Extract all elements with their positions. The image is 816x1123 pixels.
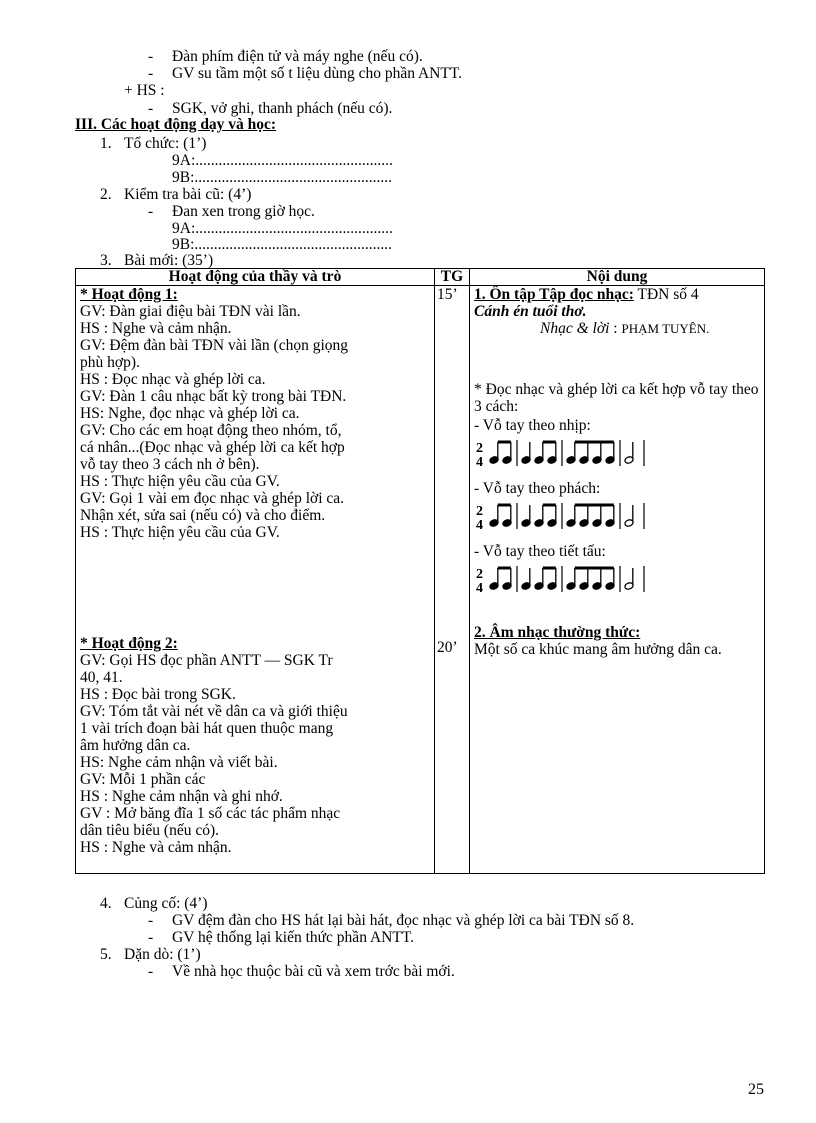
class-9b-2: 9B:................................................... — [172, 236, 393, 253]
rhythm-notation-2 — [474, 497, 674, 535]
clap-intro: * Đọc nhạc và ghép lời ca kết hợp vỗ tay theo 3 cách: — [474, 381, 759, 415]
time-act2: 20’ — [437, 639, 458, 656]
prep-item-2: - GV su tầm một số t liệu dùng cho phần ANTT. — [148, 65, 463, 82]
act2-line: dân tiêu biểu (nếu có). — [80, 822, 220, 839]
class-9b: 9B:................................................... — [172, 169, 393, 186]
act2-line: HS : Đọc bài trong SGK. — [80, 686, 236, 703]
table-header-row — [76, 269, 765, 286]
step-2: 2. Kiểm tra bài cũ: (4’) — [100, 186, 252, 203]
class-9a-2: 9A:................................................... — [172, 220, 393, 237]
act2-line: HS : Nghe cảm nhận và ghi nhớ. — [80, 788, 283, 805]
act2-line: HS : Nghe và cảm nhận. — [80, 839, 232, 856]
act2-line: GV: Tóm tắt vài nét về dân ca và giới thiệu — [80, 703, 348, 720]
step-5: 5. Dặn dò: (1’) — [100, 946, 201, 963]
content-2-text: Một số ca khúc mang âm hưởng dân ca. — [474, 641, 722, 658]
time-signature-bottom: 4 — [476, 581, 483, 596]
activity-1 — [80, 286, 430, 541]
act2-line: GV : Mở băng đĩa 1 số các tác phẩm nhạc — [80, 805, 341, 822]
content-1-title: 1. Ôn tập Tập đọc nhạc: TĐN số 4 — [474, 286, 699, 303]
act2-line: GV: Mỗi 1 phần các — [80, 771, 206, 788]
step-3: 3. Bài mới: (35’) — [100, 252, 214, 269]
page-number: 25 — [748, 1081, 764, 1098]
method-3: - Vỗ tay theo tiết tấu: — [474, 543, 606, 560]
act1-line: phù hợp). — [80, 354, 140, 371]
hs-label: + HS : — [124, 82, 165, 99]
rhythm-notation-1 — [474, 434, 674, 472]
act1-line: HS : Đọc nhạc và ghép lời ca. — [80, 371, 266, 388]
activity-table — [75, 268, 765, 874]
step-4: 4. Củng cố: (4’) — [100, 895, 208, 912]
act2-line: 40, 41. — [80, 669, 123, 686]
act1-line: GV: Cho các em hoạt động theo nhóm, tổ, — [80, 422, 342, 439]
time-cell — [435, 286, 470, 874]
time-signature-bottom: 4 — [476, 518, 483, 533]
act2-line: GV: Gọi HS đọc phần ANTT — SGK Tr — [80, 652, 333, 669]
content-2-title: 2. Âm nhạc thường thức: — [474, 624, 641, 641]
time-signature-top: 2 — [476, 567, 483, 582]
act1-line: GV: Đàn 1 câu nhạc bất kỳ trong bài TĐN. — [80, 388, 347, 405]
song-title: Cánh én tuổi thơ. — [474, 303, 587, 320]
act2-line: 1 vài trích đoạn bài hát quen thuộc mang — [80, 720, 334, 737]
prep-item-3: - SGK, vở ghi, thanh phách (nếu có). — [148, 100, 393, 117]
act1-line: HS : Nghe và cảm nhận. — [80, 320, 232, 337]
act1-line: Nhận xét, sửa sai (nếu có) và cho điểm. — [80, 507, 326, 524]
act1-line: GV: Gọi 1 vài em đọc nhạc và ghép lời ca. — [80, 490, 345, 507]
time-act1: 15’ — [437, 286, 458, 303]
activity-2-title: * Hoạt động 2: — [80, 635, 178, 652]
header-activity: Hoạt động của thầy và trò — [76, 269, 435, 286]
step-1: 1. Tổ chức: (1’) — [100, 135, 207, 152]
time-signature-top: 2 — [476, 441, 483, 456]
content-cell — [470, 286, 765, 874]
act1-line: HS : Thực hiện yêu cầu của GV. — [80, 524, 280, 541]
class-9a: 9A:................................................... — [172, 152, 393, 169]
act2-line: âm hưởng dân ca. — [80, 737, 191, 754]
step-4-item-2: - GV hệ thống lại kiến thức phần ANTT. — [148, 929, 415, 946]
rhythm-notation-3 — [474, 560, 674, 598]
act1-line: cá nhân...(Đọc nhạc và ghép lời ca kết hợp — [80, 439, 345, 456]
act1-line: GV: Đàn giai điệu bài TĐN vài lần. — [80, 303, 301, 320]
method-2: - Vỗ tay theo phách: — [474, 480, 601, 497]
activity-cell — [76, 286, 435, 874]
activity-1-title: * Hoạt động 1: — [80, 286, 178, 303]
header-time: TG — [435, 269, 470, 286]
time-signature-bottom: 4 — [476, 455, 483, 470]
step-2-item: - Đan xen trong giờ học. — [148, 203, 315, 220]
activity-row — [76, 286, 765, 874]
prep-item-1: - Đàn phím điện tử và máy nghe (nếu có). — [148, 48, 423, 65]
song-author: Nhạc & lời : PHẠM TUYÊN. — [540, 320, 710, 337]
header-content: Nội dung — [470, 269, 765, 286]
activity-2 — [80, 635, 430, 856]
act1-line: HS: Nghe, đọc nhạc và ghép lời ca. — [80, 405, 300, 422]
section-heading: III. Các hoạt động dạy và học: — [75, 116, 277, 133]
step-5-item: - Về nhà học thuộc bài cũ và xem trớc bài mới. — [148, 963, 455, 980]
act1-line: HS : Thực hiện yêu cầu của GV. — [80, 473, 280, 490]
method-1: - Vỗ tay theo nhịp: — [474, 417, 591, 434]
act2-line: HS: Nghe cảm nhận và viết bài. — [80, 754, 278, 771]
time-signature-top: 2 — [476, 504, 483, 519]
act1-line: vỗ tay theo 3 cách nh ở bên). — [80, 456, 260, 473]
act1-line: GV: Đệm đàn bài TĐN vài lần (chọn giọng — [80, 337, 349, 354]
step-4-item-1: - GV đệm đàn cho HS hát lại bài hát, đọc nhạc và ghép lời ca bài TĐN số 8. — [148, 912, 635, 929]
